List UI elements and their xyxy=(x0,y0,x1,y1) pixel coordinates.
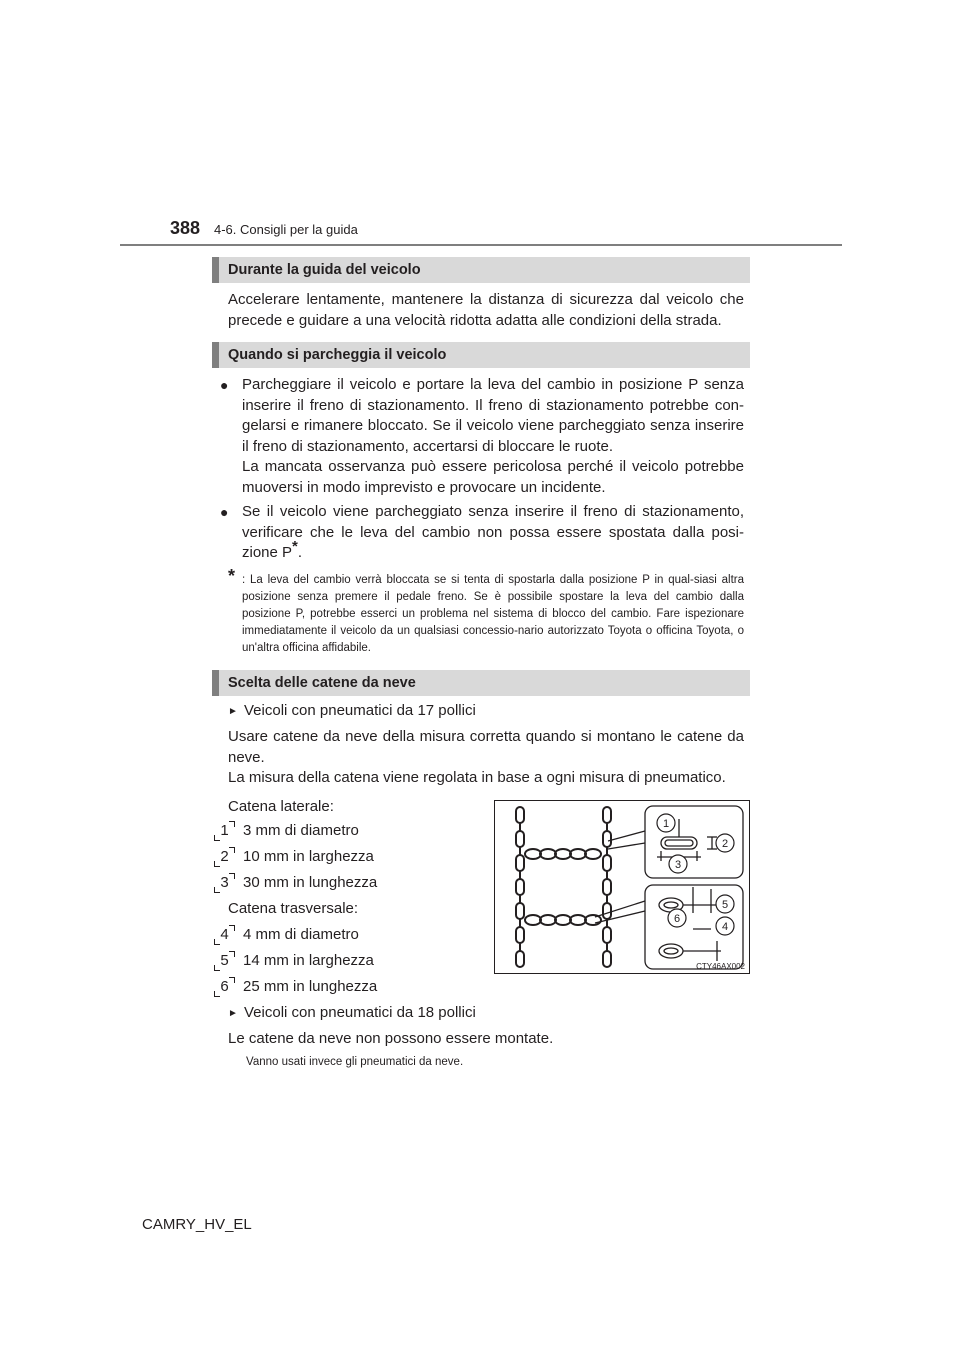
note-snow-tires: Vanno usati invece gli pneumatici da neve. xyxy=(246,1056,464,1068)
bullet-text xyxy=(242,375,744,498)
callout-2: 2 xyxy=(721,838,729,850)
case-17-inch xyxy=(228,701,476,722)
heading-parking: Quando si parcheggia il veicolo xyxy=(212,342,750,368)
bullet-extra-text: La mancata osservanza può essere pericolosa perché il veicolo potrebbe muoversi in modo imprevisto e provocare un incidente. xyxy=(242,458,744,496)
left-vertical-chain xyxy=(516,807,524,967)
paragraph-chain-adjust: La misura della catena viene regolata in base a ogni misura di pneumatico. xyxy=(228,769,726,786)
bullet-item xyxy=(220,375,744,499)
bullet-item xyxy=(220,502,744,564)
heading-driving: Durante la guida del veicolo xyxy=(212,257,750,283)
right-vertical-chain xyxy=(603,807,611,967)
callout-number: 3 xyxy=(214,874,235,892)
snow-chain-illustration xyxy=(495,801,749,973)
spec-text: 3 mm di diametro xyxy=(243,822,359,839)
spec-text: 30 mm in lunghezza xyxy=(243,874,378,891)
paragraph-no-chains: Le catene da neve non possono essere montate. xyxy=(228,1030,554,1047)
callout-6: 6 xyxy=(673,913,681,925)
arrow-right-icon: ► xyxy=(228,706,238,717)
callout-4: 4 xyxy=(721,921,729,933)
callout-number: 4 xyxy=(214,926,235,944)
footnote-star-icon: * xyxy=(228,566,236,586)
case-18-inch xyxy=(228,1003,476,1024)
paragraph-driving: Accelerare lentamente, mantenere la distanza di sicurezza dal veicolo che precede e guidare a una velocità ridotta adatta alle condizioni della strada. xyxy=(228,291,744,329)
case-18-inch-text: Veicoli con pneumatici da 18 pollici xyxy=(244,1004,476,1021)
header-rule xyxy=(120,244,842,246)
callout-3: 3 xyxy=(674,859,682,871)
footnote-marker: * xyxy=(292,538,298,555)
spec-text: 10 mm in larghezza xyxy=(243,848,374,865)
callout-5: 5 xyxy=(721,899,729,911)
callout-1: 1 xyxy=(662,818,670,830)
paragraph-chain-size: Usare catene da neve della misura corretta quando si montano le catene da neve. xyxy=(228,728,744,766)
figure-code: CTY46AX002 xyxy=(696,962,745,971)
footnote-text: : La leva del cambio verrà bloccata se si tenta di spostarla dalla posizione P in qual-siasi altra posizione senza premere il pedale freno. Se è possibile spostare la leva del cambio dalla posizione P, potrebbe esserci un problema nel sistema di blocco del cambio. Fare ispezionare immediatamente il veicolo da un qualsiasi concessio-nario autorizzato Toyota o officina Toyota, o un'altra officina affidabile. xyxy=(242,574,744,654)
page-number: 388 xyxy=(170,218,201,238)
case-17-inch-text: Veicoli con pneumatici da 17 pollici xyxy=(244,702,476,719)
upper-cross-chain xyxy=(525,849,601,859)
bullet-icon: ● xyxy=(220,504,229,520)
callout-number: 1 xyxy=(214,822,235,840)
document-code: CAMRY_HV_EL xyxy=(142,1216,252,1233)
lateral-chain-title: Catena laterale: xyxy=(228,798,334,815)
spec-text: 4 mm di diametro xyxy=(243,926,359,943)
spec-text: 25 mm in lunghezza xyxy=(243,978,378,995)
bullet-text-body: Se il veicolo viene parcheggiato senza inserire il freno di stazionamento, verificare che le leva del cambio non possa essere spostata dalla posi-zione P xyxy=(242,503,744,561)
bullet-text-end: . xyxy=(297,544,303,561)
bullet-icon: ● xyxy=(220,377,229,393)
cross-chain-title: Catena trasversale: xyxy=(228,900,359,917)
callout-number: 5 xyxy=(214,952,235,970)
bullet-text xyxy=(242,502,744,564)
bullet-main-text: Parcheggiare il veicolo e portare la leva del cambio in posizione P senza inserire il freno di stazionamento. Il freno di stazionamento potrebbe con-gelarsi e rimanere bloccato. Se il veicolo viene parcheggiato senza inserire il freno di stazionamento, accertarsi di bloccare le ruote. xyxy=(242,376,744,455)
section-title: 4-6. Consigli per la guida xyxy=(214,222,358,237)
footnote xyxy=(228,566,744,662)
snow-chain-figure xyxy=(494,800,750,974)
lower-cross-chain xyxy=(525,915,601,925)
arrow-right-icon: ► xyxy=(228,1008,238,1019)
callout-number: 6 xyxy=(214,978,235,996)
spec-text: 14 mm in larghezza xyxy=(243,952,374,969)
heading-snow-chains: Scelta delle catene da neve xyxy=(212,670,750,696)
callout-number: 2 xyxy=(214,848,235,866)
